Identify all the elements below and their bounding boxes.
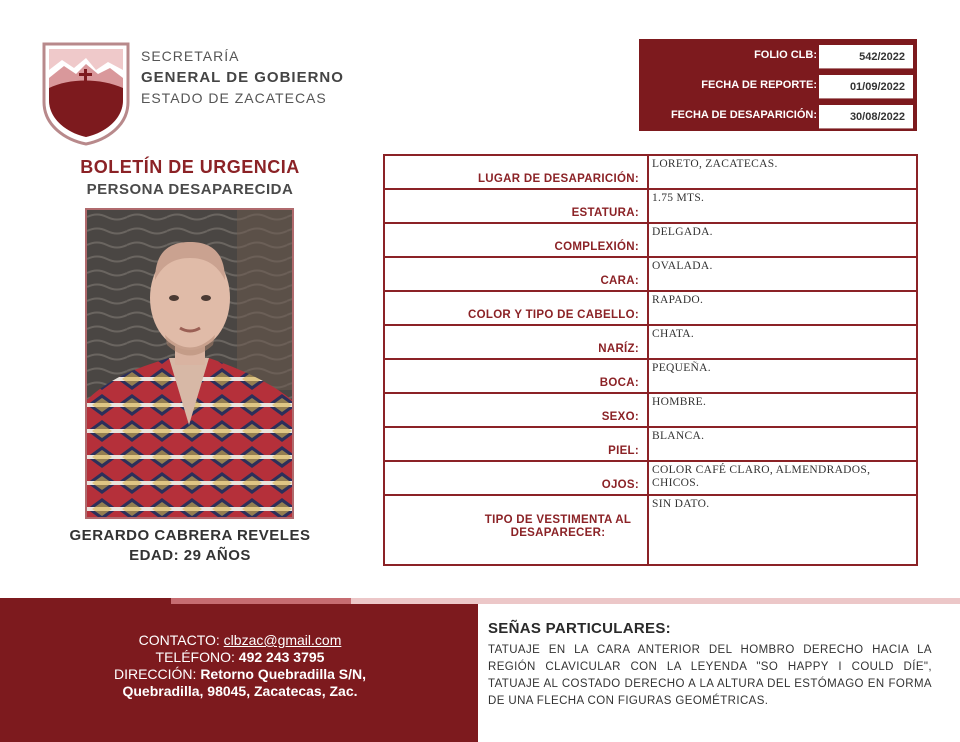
org-line-2: GENERAL DE GOBIERNO — [141, 69, 344, 86]
contact-address-line-2 — [60, 683, 420, 700]
person-age: EDAD: 29 AÑOS — [129, 547, 251, 564]
row-label: SEXO: — [385, 394, 649, 426]
row-label: PIEL: — [385, 428, 649, 460]
bulletin-title: BOLETÍN DE URGENCIA — [80, 157, 300, 177]
row-value: SIN DATO. — [652, 498, 710, 510]
row-value: BLANCA. — [652, 430, 705, 442]
table-row — [385, 496, 916, 564]
address-line-1: Retorno Quebradilla S/N, — [200, 666, 367, 682]
zacatecas-shield-cross-icon — [40, 40, 132, 146]
row-label: NARÍZ: — [385, 326, 649, 358]
row-value: 1.75 MTS. — [652, 192, 705, 204]
meta-value: 01/09/2022 — [819, 75, 913, 99]
table-row — [385, 190, 916, 224]
row-label: OJOS: — [385, 462, 649, 494]
meta-label: FECHA DE REPORTE: — [701, 79, 817, 91]
row-value: RAPADO. — [652, 294, 704, 306]
meta-label: FECHA DE DESAPARICIÓN: — [670, 109, 817, 121]
row-label: COLOR Y TIPO DE CABELLO: — [385, 292, 649, 324]
description-table — [383, 154, 918, 566]
contact-email-line — [60, 632, 420, 649]
phone-label: TELÉFONO: — [155, 649, 235, 665]
table-row — [385, 394, 916, 428]
phone-number: 492 243 3795 — [238, 649, 325, 665]
meta-row-report-date — [639, 71, 917, 101]
table-row — [385, 292, 916, 326]
row-label: TIPO DE VESTIMENTA AL DESAPARECER: — [385, 496, 649, 564]
table-row — [385, 462, 916, 496]
row-value: LORETO, ZACATECAS. — [652, 158, 778, 170]
footer-stripe — [171, 598, 351, 604]
table-row — [385, 156, 916, 190]
meta-value: 30/08/2022 — [819, 105, 913, 129]
email-link[interactable]: clbzac@gmail.com — [223, 632, 342, 648]
table-row — [385, 224, 916, 258]
row-value: CHATA. — [652, 328, 695, 340]
row-value: HOMBRE. — [652, 396, 707, 408]
org-line-1: SECRETARÍA — [141, 48, 240, 64]
row-value: OVALADA. — [652, 260, 713, 272]
row-label: ESTATURA: — [385, 190, 649, 222]
table-row — [385, 428, 916, 462]
person-name: GERARDO CABRERA REVELES — [69, 527, 311, 544]
row-value: COLOR CAFÉ CLARO, ALMENDRADOS, CHICOS. — [652, 464, 871, 489]
marks-body: TATUAJE EN LA CARA ANTERIOR DEL HOMBRO DERECHO HACIA LA REGIÓN CLAVICULAR CON LA LEYENDA "SO HAPPY I COULD DÍE", TATUAJE AL COSTADO DERECHO A LA ALTURA DEL ESTÓMAGO EN FORMA DE UNA FLECHA CON FIGURAS GEOMÉTRICAS. — [488, 644, 932, 707]
contact-panel — [0, 598, 478, 742]
row-label: BOCA: — [385, 360, 649, 392]
bulletin-heading — [40, 157, 340, 198]
bulletin-subtitle: PERSONA DESAPARECIDA — [86, 181, 294, 198]
row-label: CARA: — [385, 258, 649, 290]
marks-title: SEÑAS PARTICULARES: — [488, 620, 671, 637]
contact-phone-line — [60, 649, 420, 666]
org-line-3: ESTADO DE ZACATECAS — [141, 90, 327, 106]
person-photo — [85, 208, 294, 519]
table-row — [385, 360, 916, 394]
row-label: LUGAR DE DESAPARICIÓN: — [385, 156, 649, 188]
row-value: DELGADA. — [652, 226, 713, 238]
distinguishing-marks — [488, 620, 932, 710]
meta-value: 542/2022 — [819, 45, 913, 69]
contact-address-line — [60, 666, 420, 683]
meta-row-folio — [639, 41, 917, 71]
row-label: COMPLEXIÓN: — [385, 224, 649, 256]
meta-label: FOLIO CLB: — [754, 49, 817, 61]
footer-stripe — [351, 598, 478, 604]
email-label: CONTACTO: — [138, 632, 220, 648]
table-row — [385, 258, 916, 292]
meta-row-disappearance-date — [639, 101, 917, 131]
address-line-2: Quebradilla, 98045, Zacatecas, Zac. — [122, 683, 358, 699]
person-info — [40, 527, 340, 564]
organization-name — [141, 46, 344, 109]
table-row — [385, 326, 916, 360]
report-meta-box — [639, 39, 917, 131]
row-value: PEQUEÑA. — [652, 362, 711, 374]
address-label: DIRECCIÓN: — [113, 666, 197, 682]
contact-info — [60, 632, 420, 700]
